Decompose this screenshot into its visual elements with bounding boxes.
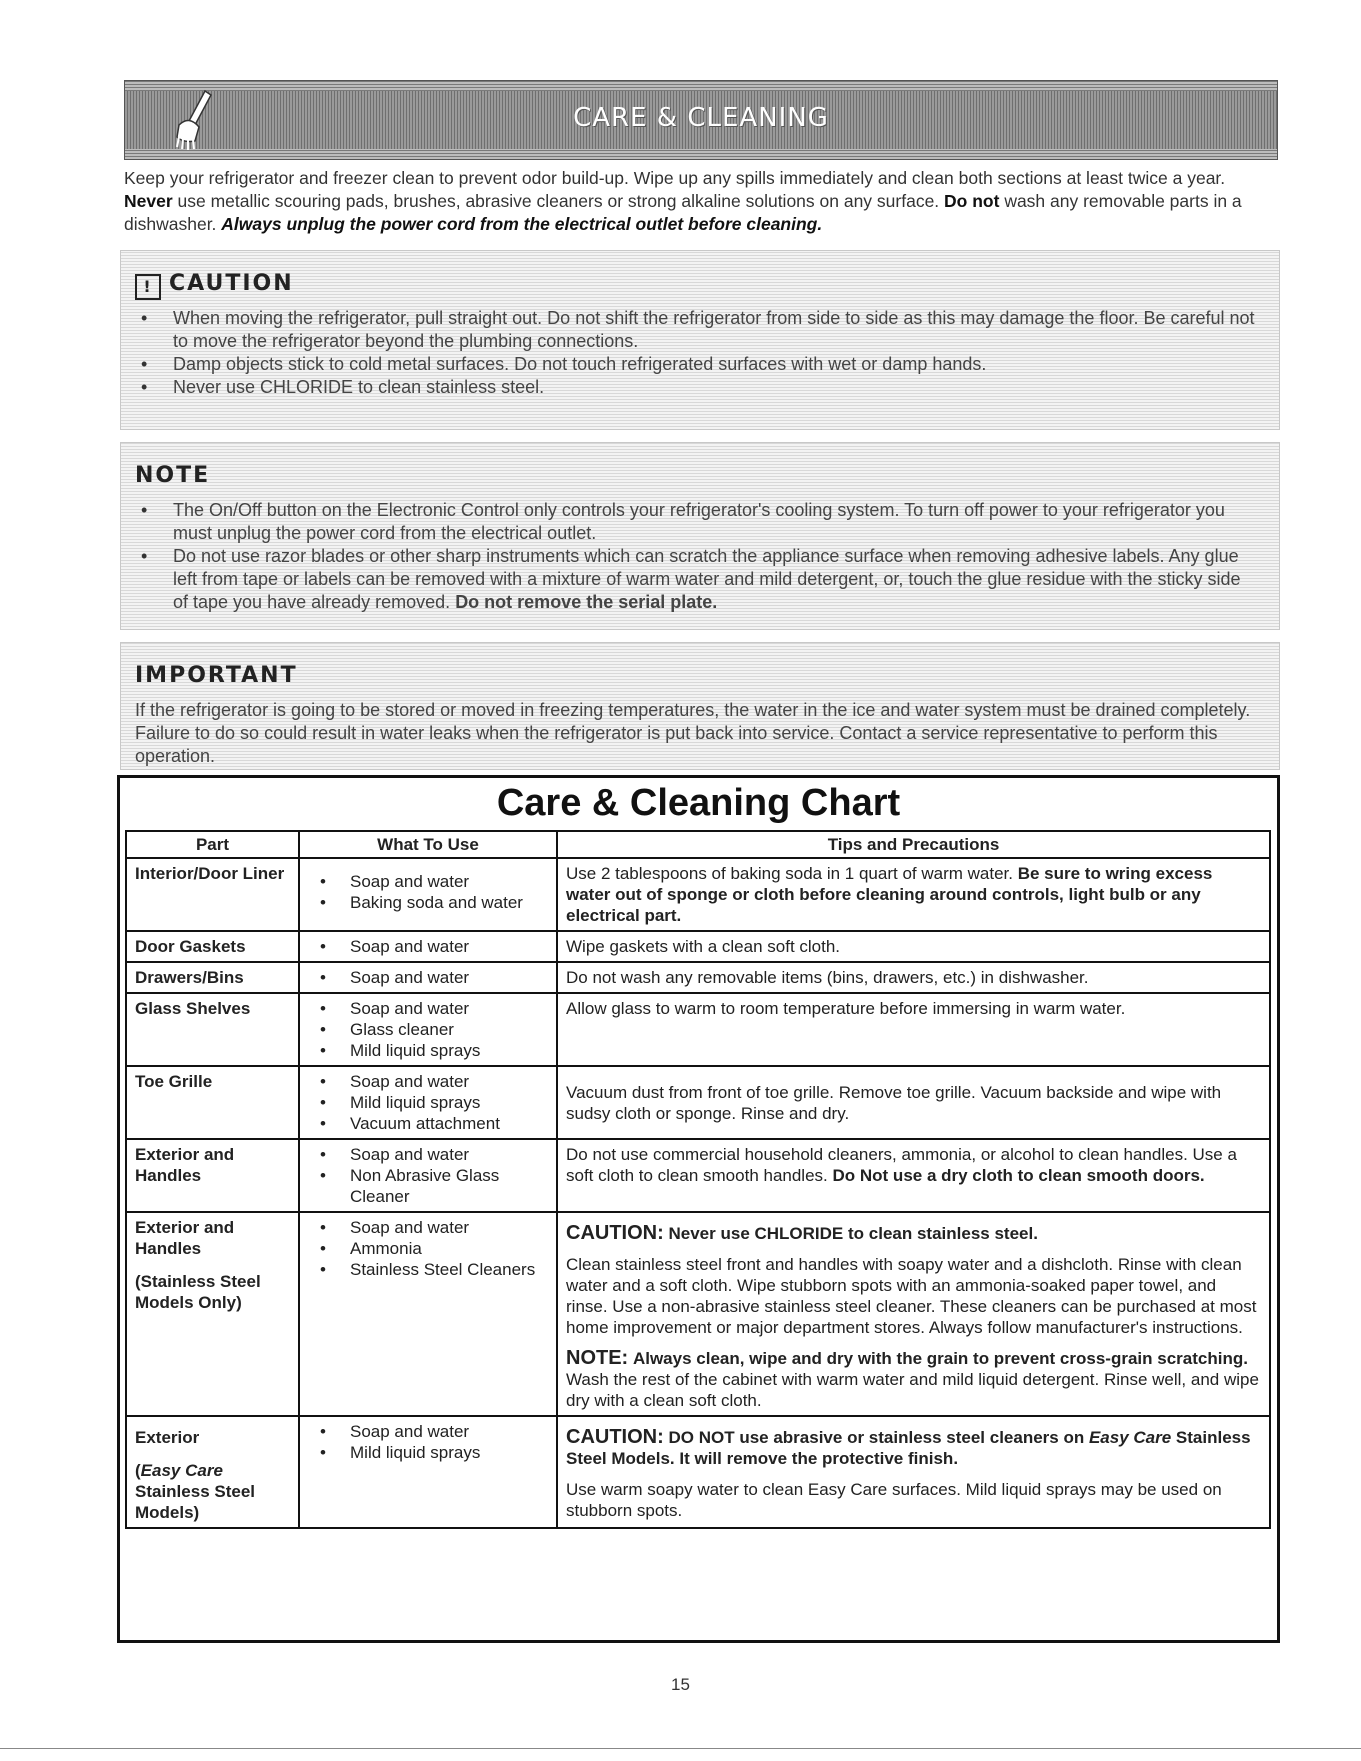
table-row	[126, 993, 1270, 1066]
part-cell: Toe Grille	[126, 1066, 299, 1139]
serial-plate-warning: Do not remove the serial plate.	[455, 592, 718, 612]
page-title: CARE & CLEANING	[573, 103, 829, 133]
use-item: • Soap and water	[308, 1217, 548, 1238]
caution-label: CAUTION:	[566, 1426, 664, 1448]
warning-icon: !	[135, 274, 161, 300]
use-item: • Soap and water	[308, 1144, 548, 1165]
table-row	[126, 1416, 1270, 1528]
care-cleaning-table	[125, 830, 1271, 1529]
note-item: • The On/Off button on the Electronic Control only controls your refrigerator's cooling system. To turn off power to your refrigerator you must unplug the power cord from the electrical outlet.	[135, 499, 1259, 545]
use-item: • Baking soda and water	[308, 892, 548, 913]
care-cleaning-chart	[117, 775, 1280, 1643]
part-cell: Exterior (Easy Care Stainless Steel Models)	[126, 1416, 299, 1528]
use-item: • Soap and water	[308, 936, 548, 957]
caution-box	[120, 250, 1280, 430]
tips-cell: Do not wash any removable items (bins, drawers, etc.) in dishwasher.	[557, 962, 1270, 993]
note-item: • Do not use razor blades or other sharp instruments which can scratch the appliance surface when removing adhesive labels. Any glue left from tape or labels can be removed with a mixture of warm water and mild detergent, or, touch the glue residue with the sticky side of tape you have already removed. Do not remove the serial plate.	[135, 545, 1259, 614]
use-item: • Ammonia	[308, 1238, 548, 1259]
tips-cell: Do not use commercial household cleaners, ammonia, or alcohol to clean handles. Use a soft cloth to clean smooth handles. Do Not use a dry cloth to clean smooth doors.	[557, 1139, 1270, 1212]
caution-label: CAUTION:	[566, 1222, 664, 1244]
use-item: • Soap and water	[308, 871, 548, 892]
section-banner	[124, 80, 1278, 160]
note-list	[135, 499, 1259, 614]
use-item: • Soap and water	[308, 998, 548, 1019]
part-cell: Drawers/Bins	[126, 962, 299, 993]
col-use-header: What To Use	[299, 831, 557, 858]
use-cell	[299, 931, 557, 962]
use-cell	[299, 993, 557, 1066]
part-cell: Exterior and Handles	[126, 1139, 299, 1212]
caution-item: • Never use CHLORIDE to clean stainless steel.	[135, 376, 1259, 399]
use-item: • Stainless Steel Cleaners	[308, 1259, 548, 1280]
page-bottom-rule	[0, 1748, 1361, 1749]
table-row	[126, 1212, 1270, 1416]
part-cell: Exterior and Handles (Stainless Steel Models Only)	[126, 1212, 299, 1416]
tips-cell: Use 2 tablespoons of baking soda in 1 quart of warm water. Be sure to wring excess water out of sponge or cloth before cleaning around controls, light bulb or any electrical part.	[557, 858, 1270, 931]
intro-unplug-warning: Always unplug the power cord from the electrical outlet before cleaning.	[221, 214, 823, 234]
tips-cell: Allow glass to warm to room temperature before immersing in warm water.	[557, 993, 1270, 1066]
use-item: • Soap and water	[308, 1071, 548, 1092]
use-item: • Soap and water	[308, 967, 548, 988]
intro-text-2: use metallic scouring pads, brushes, abrasive cleaners or strong alkaline solutions on any surface.	[172, 191, 945, 211]
part-cell: Door Gaskets	[126, 931, 299, 962]
intro-paragraph	[124, 167, 1264, 236]
caution-item: • Damp objects stick to cold metal surfaces. Do not touch refrigerated surfaces with wet or damp hands.	[135, 353, 1259, 376]
part-cell: Glass Shelves	[126, 993, 299, 1066]
part-cell: Interior/Door Liner	[126, 858, 299, 931]
intro-text-3: wash any removable parts in a dishwasher.	[124, 191, 1242, 234]
important-text: If the refrigerator is going to be stored or moved in freezing temperatures, the water in the ice and water system must be drained completely. Failure to do so could result in water leaks when the refrigerator is put back into service. Contact a service representative to perform this operation.	[135, 700, 1251, 766]
page-number: 15	[671, 1675, 690, 1694]
important-heading: IMPORTANT	[135, 663, 298, 688]
table-row	[126, 1066, 1270, 1139]
use-item: • Mild liquid sprays	[308, 1442, 548, 1463]
use-item: • Mild liquid sprays	[308, 1092, 548, 1113]
use-cell	[299, 1139, 557, 1212]
use-cell	[299, 962, 557, 993]
use-cell	[299, 1066, 557, 1139]
note-heading: NOTE	[135, 463, 211, 488]
col-part-header: Part	[126, 831, 299, 858]
use-item: • Non Abrasive Glass Cleaner	[308, 1165, 548, 1207]
use-cell	[299, 1416, 557, 1528]
tips-cell: CAUTION: DO NOT use abrasive or stainless steel cleaners on Easy Care Stainless Steel Models. It will remove the protective finish. Use warm soapy water to clean Easy Care surfaces. Mild liquid sprays may be used on stubborn spots.	[557, 1416, 1270, 1528]
use-item: • Vacuum attachment	[308, 1113, 548, 1134]
use-cell	[299, 858, 557, 931]
chart-title: Care & Cleaning Chart	[496, 782, 901, 824]
tips-cell: Vacuum dust from front of toe grille. Remove toe grille. Vacuum backside and wipe with sudsy cloth or sponge. Rinse and dry.	[557, 1066, 1270, 1139]
tips-cell: Wipe gaskets with a clean soft cloth.	[557, 931, 1270, 962]
intro-text-1: Keep your refrigerator and freezer clean to prevent odor build-up. Wipe up any spills immediately and clean both sections at least twice a year.	[124, 168, 1226, 188]
use-item: • Soap and water	[308, 1421, 548, 1442]
tips-cell: CAUTION: Never use CHLORIDE to clean stainless steel. Clean stainless steel front and handles with soapy water and a dishcloth. Rinse with clean water and a soft cloth. Wipe stubborn spots with an ammonia-soaked paper towel, and rinse. Use a non-abrasive stainless steel cleaner. These cleaners can be purchased at most home improvement or major department stores. Always follow manufacturer's instructions. NOTE: Always clean, wipe and dry with the grain to prevent cross-grain scratching. Wash the rest of the cabinet with warm water and mild liquid detergent. Rinse well, and wipe dry with a clean soft cloth.	[557, 1212, 1270, 1416]
table-row	[126, 1139, 1270, 1212]
use-item: • Glass cleaner	[308, 1019, 548, 1040]
caution-item: • When moving the refrigerator, pull straight out. Do not shift the refrigerator from side to side as this may damage the floor. Be careful not to move the refrigerator beyond the plumbing connections.	[135, 307, 1259, 353]
use-item: • Mild liquid sprays	[308, 1040, 548, 1061]
note-box	[120, 442, 1280, 630]
caution-list	[135, 307, 1259, 399]
table-row	[126, 931, 1270, 962]
note-label: NOTE:	[566, 1347, 629, 1369]
col-tips-header: Tips and Precautions	[557, 831, 1270, 858]
table-header-row	[126, 831, 1270, 858]
caution-heading: ! CAUTION	[135, 271, 294, 300]
table-row	[126, 858, 1270, 931]
use-cell	[299, 1212, 557, 1416]
intro-do-not: Do not	[944, 191, 1000, 211]
intro-never: Never	[124, 191, 173, 211]
table-row	[126, 962, 1270, 993]
important-box	[120, 642, 1280, 770]
